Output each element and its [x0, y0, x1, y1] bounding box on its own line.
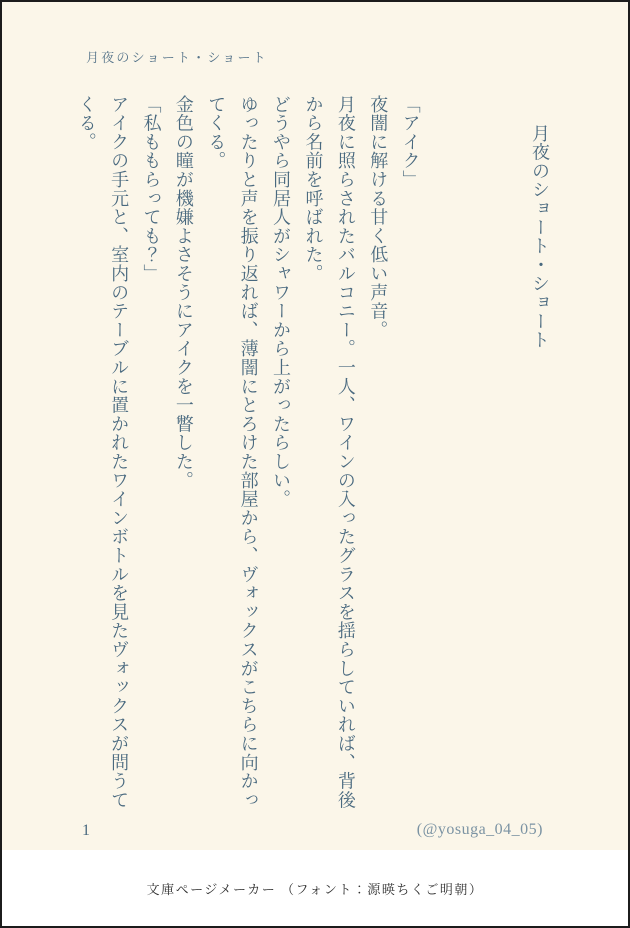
- generator-caption: 文庫ページメーカー （フォント：源暎ちくご明朝）: [146, 881, 484, 897]
- paragraph: 「アイク」: [400, 95, 421, 189]
- paragraph: 夜闇に解ける甘く低い声音。: [368, 95, 389, 340]
- vertical-text-body: [70, 95, 556, 811]
- paragraph: 月夜に照らされたバルコニー。一人、ワインの入ったグラスを揺らしていれば、背後から名前を呼ばれた。: [303, 95, 356, 810]
- page-number: 1: [82, 822, 90, 839]
- paragraph: 金色の瞳が機嫌よさそうにアイクを一瞥した。: [173, 95, 194, 490]
- paragraph: アイクの手元と、室内のテーブルに置かれたワインボトルを見たヴォックスが問うてくる。: [76, 95, 130, 810]
- running-header: 月夜のショート・ショート: [86, 50, 268, 65]
- paragraph: どうやら同居人がシャワーから上がったらしい。: [271, 95, 292, 509]
- paragraph: 「私ももらっても？」: [141, 95, 162, 283]
- story-title: 月夜のショート・ショート: [530, 124, 550, 350]
- novel-page: [2, 2, 628, 852]
- paragraph: ゆったりと声を振り返れば、薄闇にとろけた部屋から、ヴォックスがこちらに向かってくる。: [206, 95, 259, 810]
- generator-caption-strip: [2, 850, 628, 926]
- author-credit: (@yosuga_04_05): [416, 821, 543, 838]
